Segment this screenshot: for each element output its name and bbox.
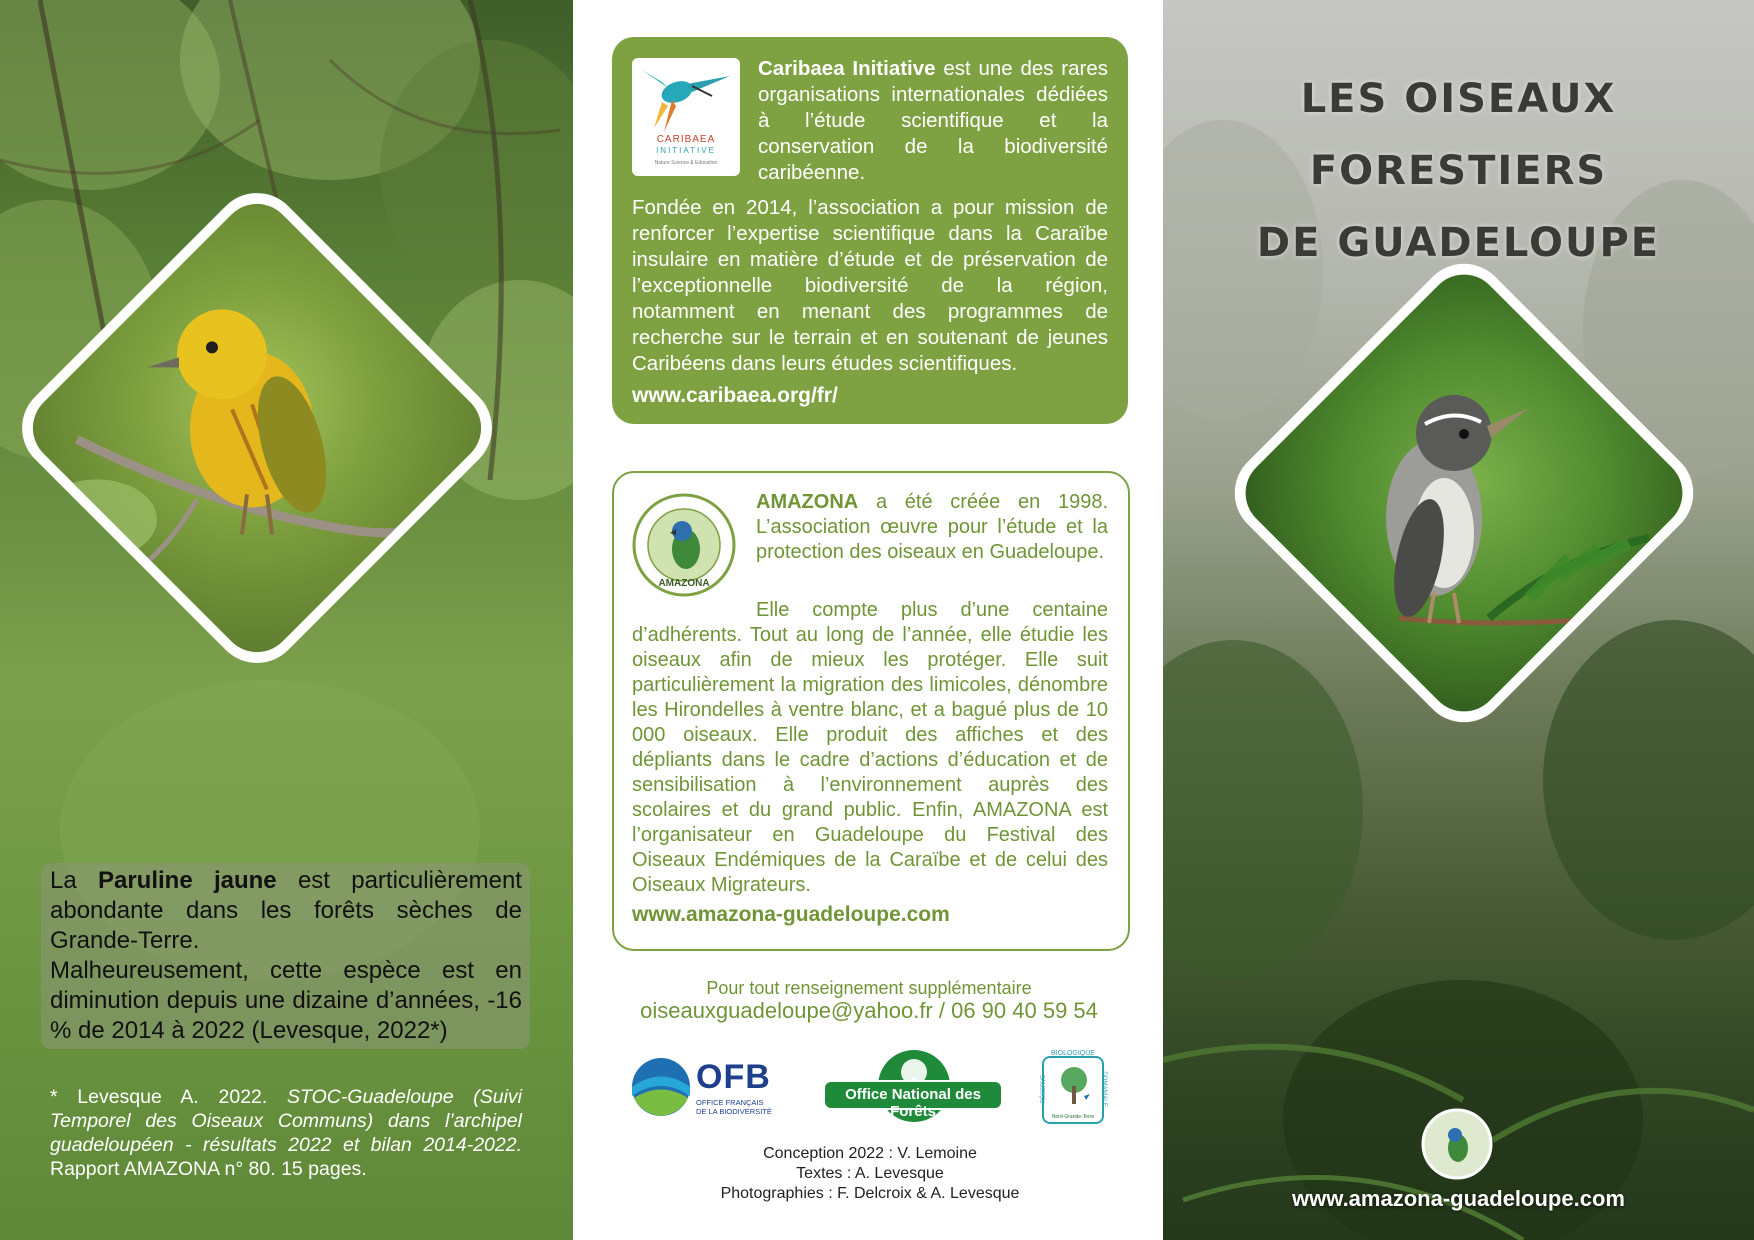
caribaea-website-link[interactable]: www.caribaea.org/fr/ [632, 384, 838, 407]
hummingbird-icon [632, 62, 740, 138]
ofb-sub2: DE LA BIODIVERSITÉ [696, 1107, 772, 1116]
amazona-body-indent: Elle compte plus d’une centaine [756, 599, 1108, 621]
caribaea-logo [632, 58, 740, 176]
reserve-right-label: DOMANIALE [1101, 1071, 1107, 1107]
amazona-logo-label: AMAZONA [658, 578, 710, 589]
title-line-2: FORESTIERS [1309, 148, 1608, 194]
title-line-3: DE GUADELOUPE [1256, 220, 1661, 266]
contact-details[interactable]: oiseauxguadeloupe@yahoo.fr / 06 90 40 59 54 [640, 998, 1098, 1023]
amazona-small-logo [1421, 1108, 1493, 1180]
caption-habitat: est particulièrement abondante dans les forêts sèches de Grande-Terre. [50, 867, 522, 954]
caption-prefix: La [50, 867, 77, 894]
title-line-1: LES OISEAUX [1300, 76, 1617, 122]
amazona-body: d’adhérents. Tout au long de l’année, elle étudie les oiseaux afin de mieux les protéger. Elle suit particulièrement la migration des limicoles, dénombre les Hirondelles à ventre blanc, et a bagué plus de 10 000 oiseaux. Elle produit des affiches et des dépliants dans le cadre d’actions d’éducation et de sensibilisation à l’environnement auprès des scolaires et du grand public. Enfin, AMAZONA est l’organisateur en Guadeloupe du Festival des Oiseaux Endémiques de la Caraïbe et de celui des Oiseaux Migrateurs. [632, 624, 1108, 896]
contact-intro: Pour tout renseignement supplémentaire [706, 978, 1032, 998]
footnote-report: Rapport AMAZONA n° 80. 15 pages. [50, 1158, 367, 1180]
ofb-acronym: OFB [696, 1058, 771, 1096]
reserve-left-label: RÉSERVE [1041, 1074, 1047, 1104]
ofb-globe-icon [630, 1056, 692, 1118]
caribaea-logo-sub: INITIATIVE [656, 146, 716, 155]
reference-footnote [50, 1085, 522, 1181]
caribaea-body: Fondée en 2014, l’association a pour mission de renforcer l’expertise scientifique dans la Caraïbe insulaire en matière d’étude et de préservation de l’exceptionnelle biodiversité de la région, notamment en menant des programmes de recherche sur le terrain et en soutenant de jeunes Caribéens dans leurs études scientifiques. [632, 196, 1108, 375]
amazona-intro-text: a été créée en 1998. L’association œuvre pour l’étude et la protection des oiseaux en Guadeloupe. [756, 491, 1109, 563]
credit-texts: Textes : A. Levesque [796, 1165, 944, 1182]
caption-bird-name: Paruline jaune [97, 867, 277, 894]
reserve-bottom-label: Nord-Grande-Terre [1051, 1114, 1095, 1120]
caribaea-intro [758, 56, 1108, 186]
footnote-author: * Levesque A. 2022. [50, 1086, 268, 1108]
amazona-name: AMAZONA [756, 491, 859, 513]
reserve-logo [1042, 1050, 1106, 1126]
footnote-title: STOC-Guadeloupe (Suivi Temporel des Oiseaux Communs) dans l’archipel guadeloupéen - résultats 2022 et bilan 2014-2022. [50, 1086, 522, 1156]
caribaea-logo-name: CARIBAEA [656, 134, 716, 145]
onf-logo [823, 1050, 1003, 1124]
ofb-sub1: OFFICE FRANÇAIS [696, 1098, 764, 1107]
reserve-tree-icon [1052, 1064, 1096, 1108]
amazona-website-link[interactable]: www.amazona-guadeloupe.com [632, 903, 950, 926]
caribaea-name: Caribaea Initiative [758, 57, 936, 80]
credits [640, 1144, 1100, 1204]
amazona-website-footer[interactable]: www.amazona-guadeloupe.com [1292, 1186, 1625, 1211]
paruline-caption [50, 866, 522, 1046]
caribaea-intro-text: est une des rares organisations internationales dédiées à l’étude scientifique et la conservation de la biodiversité caribéenne. [758, 57, 1108, 184]
amazona-intro [756, 490, 1108, 565]
caribaea-logo-tag: Nature Science & Education [654, 160, 718, 166]
left-panel [0, 0, 573, 1240]
caption-decline: Malheureusement, cette espèce est en diminution depuis une dizaine d’années, -16 % de 2014 à 2022 (Levesque, 2022*) [50, 957, 522, 1044]
reserve-top-label: BIOLOGIQUE [1051, 1050, 1095, 1057]
credit-photos: Photographies : F. Delcroix & A. Levesque [720, 1185, 1020, 1202]
credit-conception: Conception 2022 : V. Lemoine [763, 1145, 977, 1162]
ofb-logo [630, 1056, 782, 1118]
onf-name: Office National des Forêts [845, 1086, 981, 1120]
